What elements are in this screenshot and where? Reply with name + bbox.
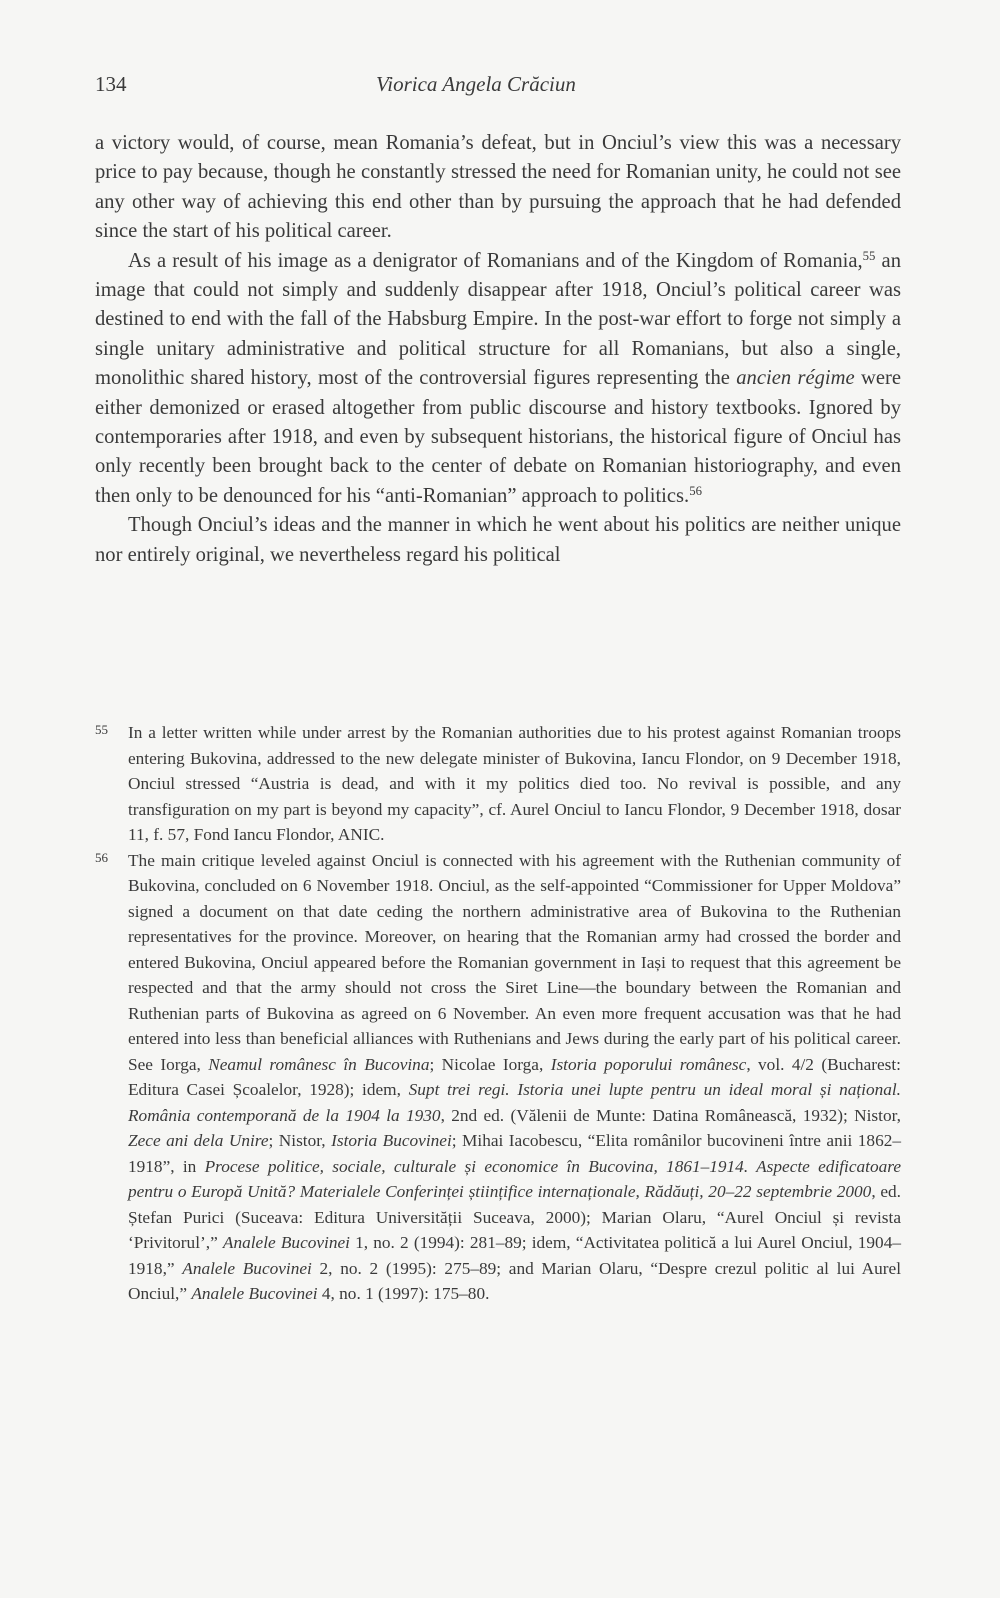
- footnote-56-text-10: 4, no. 1 (1997): 175–80.: [317, 1284, 490, 1303]
- footnote-ref-56[interactable]: 56: [689, 483, 702, 498]
- citation-title: Zece ani dela Unire: [128, 1131, 269, 1150]
- footnote-56-text-4: , 2nd ed. (Vălenii de Munte: Datina Românească, 1932); Nistor,: [440, 1105, 901, 1125]
- footnote-56-text-8: 1, no. 2 (1994): 281–89; idem, “Activitatea politică a lui Aurel Onciul, 1904–1918,”: [128, 1233, 901, 1278]
- footnotes: [95, 720, 901, 1307]
- footnote-56-text-2: ; Nicolae Iorga,: [429, 1054, 551, 1074]
- footnote-56: [95, 848, 901, 1307]
- paragraph-1: a victory would, of course, mean Romania’s defeat, but in Onciul’s view this was a necessary price to pay because, though he constantly stressed the need for Romanian unity, he could not see any other way of achieving this end other than by pursuing the approach that he had defended since the start of his political career.: [95, 132, 901, 243]
- footnote-56-text-3: , vol. 4/2 (Bucharest: Editura Casei Școalelor, 1928); idem,: [128, 1054, 901, 1099]
- footnote-55: [95, 720, 901, 848]
- footnote-56-text-6: ; Mihai Iacobescu, “Elita românilor bucovineni între anii 1862–1918”, in: [128, 1131, 901, 1176]
- footnote-56-text-9: 2, no. 2 (1995): 275–89; and Marian Olaru, “Despre crezul politic al lui Aurel Onciul,”: [128, 1258, 901, 1303]
- citation-title: Analele Bucovinei: [182, 1258, 312, 1278]
- citation-title: Procese politice, sociale, culturale și economice în Bucovina, 1861–1914. Aspecte edificatoare pentru o Europă Unită? Materialele Conferinței științifice internaționale, Rădăuți, 20–22 septembrie 2000: [128, 1156, 901, 1201]
- citation-title: Neamul românesc în Bucovina: [208, 1054, 430, 1074]
- ancien-regime-italic: ancien régime: [736, 367, 855, 390]
- footnote-56-text-5: ; Nistor,: [268, 1131, 332, 1150]
- footnote-ref-55[interactable]: 55: [862, 248, 876, 263]
- paragraph-2-text-c: were either demonized or erased altogether from public discourse and history textbooks. Ignored by contemporaries after 1918, and even by subsequent historians, the historical figure of Onciul has only recently been brought back to the center of debate on Romanian historiography, and even then only to be denounced for his “anti-Romanian” approach to politics.: [95, 367, 901, 507]
- citation-title: Istoria poporului românesc: [550, 1054, 747, 1074]
- citation-title: Analele Bucovinei: [222, 1233, 350, 1252]
- paragraph-2-text-a: As a result of his image as a denigrator of Romanians and of the Kingdom of Romania,: [128, 249, 863, 272]
- page-header: [95, 72, 901, 102]
- running-head-author: Viorica Angela Crăciun: [376, 72, 576, 96]
- footnote-55-text: In a letter written while under arrest by the Romanian authorities due to his protest against Romanian troops entering Bukovina, addressed to the new delegate minister of Bukovina, Iancu Flondor, on 9 December 1918, Onciul stressed “Austria is dead, and with it my politics died too. No revival is possible, and any transfiguration on my part is beyond my capacity”, cf. Aurel Onciul to Iancu Flondor, 9 December 1918, dosar 11, f. 57, Fond Iancu Flondor, ANIC.: [128, 723, 901, 844]
- citation-title: Istoria Bucovinei: [331, 1131, 452, 1150]
- page-number: 134: [95, 72, 127, 96]
- paragraph-2-text-b: an image that could not simply and suddenly disappear after 1918, Onciul’s political career was destined to end with the fall of the Habsburg Empire. In the post-war effort to forge not simply a single unitary administrative and political structure for all Romanians, but also a single, monolithic shared history, most of the controversial figures representing the: [95, 249, 901, 390]
- citation-title: Analele Bucovinei: [191, 1284, 318, 1303]
- footnote-56-text-7: , ed. Ștefan Purici (Suceava: Editura Universității Suceava, 2000); Marian Olaru, “Aurel Onciul și revista ‘Privitorul’,”: [128, 1182, 901, 1252]
- main-text: [95, 129, 901, 570]
- citation-title: Supt trei regi. Istoria unei lupte pentru un ideal moral și național. România contemporană de la 1904 la 1930: [128, 1080, 901, 1125]
- footnote-56-text-1: The main critique leveled against Onciul is connected with his agreement with the Ruthenian community of Bukovina, concluded on 6 November 1918. Onciul, as the self-appointed “Commissioner for Upper Moldova” signed a document on that date ceding the northern administrative area of Bukovina to the Ruthenian representatives for the province. Moreover, on hearing that the Romanian army had crossed the border and entered Bukovina, Onciul appeared before the Romanian government in Iași to request that this agreement be respected and that the army should not cross the Siret Line—the boundary between the Romanian and Ruthenian parts of Bukovina as agreed on 6 November. An even more frequent accusation was that he had entered into less than beneficial alliances with Ruthenians and Jews during the early part of his political career. See Iorga,: [128, 850, 901, 1074]
- paragraph-2: [95, 247, 901, 512]
- footnote-number-56: 56: [95, 849, 108, 865]
- paragraph-3: Though Onciul’s ideas and the manner in which he went about his politics are neither unique nor entirely original, we nevertheless regard his political: [95, 514, 901, 566]
- footnote-number-55: 55: [95, 722, 108, 737]
